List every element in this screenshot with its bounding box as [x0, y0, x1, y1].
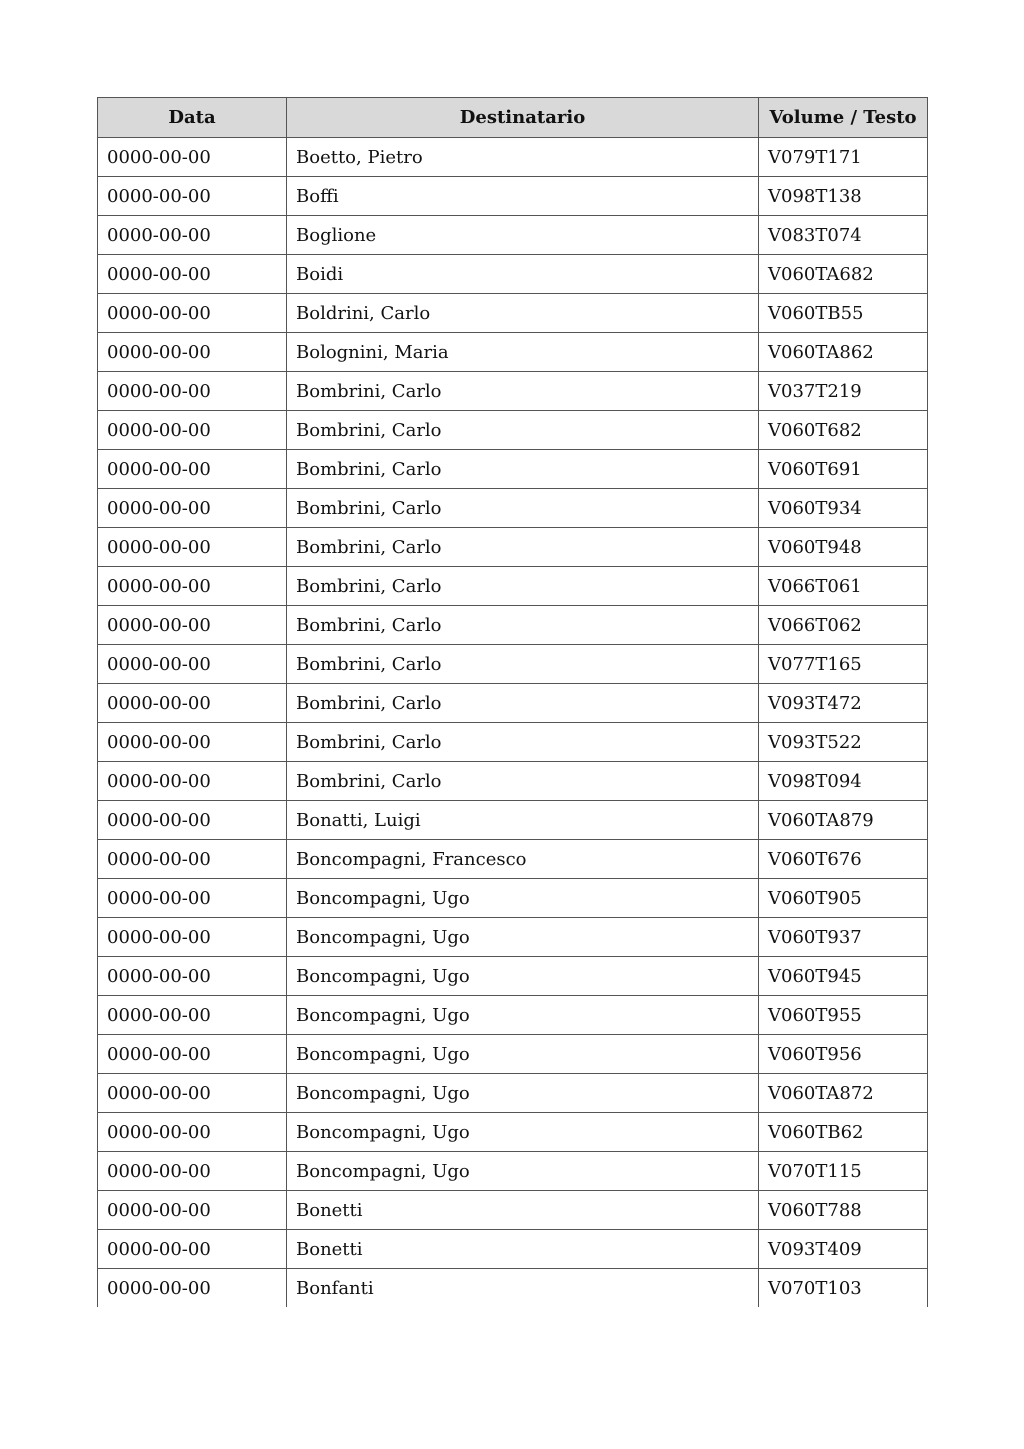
cell-volume-testo: V093T522 [759, 723, 928, 762]
table-row [98, 1230, 928, 1269]
cell-volume-testo: V060T691 [759, 450, 928, 489]
cell-data: 0000-00-00 [98, 450, 287, 489]
table-row [98, 801, 928, 840]
cell-data: 0000-00-00 [98, 528, 287, 567]
table-row [98, 918, 928, 957]
column-header-volume-testo: Volume / Testo [759, 98, 928, 138]
cell-volume-testo: V070T115 [759, 1152, 928, 1191]
cell-data: 0000-00-00 [98, 684, 287, 723]
cell-volume-testo: V060T945 [759, 957, 928, 996]
cell-data: 0000-00-00 [98, 1191, 287, 1230]
cell-destinatario: Boffi [287, 177, 759, 216]
cell-destinatario: Boncompagni, Ugo [287, 918, 759, 957]
cell-volume-testo: V093T409 [759, 1230, 928, 1269]
table-row [98, 489, 928, 528]
cell-destinatario: Bombrini, Carlo [287, 684, 759, 723]
table-row [98, 216, 928, 255]
table-row [98, 294, 928, 333]
cell-data: 0000-00-00 [98, 918, 287, 957]
cell-volume-testo: V060TA879 [759, 801, 928, 840]
table-row [98, 255, 928, 294]
cell-data: 0000-00-00 [98, 1074, 287, 1113]
cell-volume-testo: V060T948 [759, 528, 928, 567]
table-row [98, 1191, 928, 1230]
table-row [98, 1113, 928, 1152]
cell-data: 0000-00-00 [98, 606, 287, 645]
cell-data: 0000-00-00 [98, 879, 287, 918]
table-row [98, 762, 928, 801]
cell-destinatario: Bombrini, Carlo [287, 606, 759, 645]
table-body [98, 138, 928, 1308]
cell-volume-testo: V060TB62 [759, 1113, 928, 1152]
cell-data: 0000-00-00 [98, 255, 287, 294]
cell-data: 0000-00-00 [98, 216, 287, 255]
cell-data: 0000-00-00 [98, 1230, 287, 1269]
cell-destinatario: Bonfanti [287, 1269, 759, 1308]
table-row [98, 606, 928, 645]
cell-data: 0000-00-00 [98, 372, 287, 411]
cell-data: 0000-00-00 [98, 645, 287, 684]
cell-destinatario: Boncompagni, Ugo [287, 996, 759, 1035]
cell-data: 0000-00-00 [98, 957, 287, 996]
cell-volume-testo: V060T676 [759, 840, 928, 879]
cell-destinatario: Boglione [287, 216, 759, 255]
table-row [98, 333, 928, 372]
table-row [98, 528, 928, 567]
cell-volume-testo: V070T103 [759, 1269, 928, 1308]
cell-destinatario: Bombrini, Carlo [287, 528, 759, 567]
cell-data: 0000-00-00 [98, 489, 287, 528]
cell-destinatario: Boncompagni, Francesco [287, 840, 759, 879]
table-row [98, 567, 928, 606]
cell-destinatario: Bonetti [287, 1191, 759, 1230]
cell-volume-testo: V037T219 [759, 372, 928, 411]
cell-data: 0000-00-00 [98, 567, 287, 606]
cell-data: 0000-00-00 [98, 723, 287, 762]
cell-volume-testo: V060TA862 [759, 333, 928, 372]
cell-destinatario: Bombrini, Carlo [287, 723, 759, 762]
table-row [98, 996, 928, 1035]
cell-volume-testo: V060T955 [759, 996, 928, 1035]
cell-destinatario: Boncompagni, Ugo [287, 1152, 759, 1191]
cell-volume-testo: V060T788 [759, 1191, 928, 1230]
table-row [98, 138, 928, 177]
cell-data: 0000-00-00 [98, 1035, 287, 1074]
cell-destinatario: Bonetti [287, 1230, 759, 1269]
letters-table-container [97, 97, 927, 1307]
table-row [98, 372, 928, 411]
column-header-destinatario: Destinatario [287, 98, 759, 138]
cell-volume-testo: V098T094 [759, 762, 928, 801]
table-row [98, 1152, 928, 1191]
table-header-row [98, 98, 928, 138]
cell-volume-testo: V060TB55 [759, 294, 928, 333]
cell-destinatario: Bombrini, Carlo [287, 645, 759, 684]
table-row [98, 645, 928, 684]
cell-volume-testo: V066T061 [759, 567, 928, 606]
column-header-data: Data [98, 98, 287, 138]
cell-destinatario: Boncompagni, Ugo [287, 1035, 759, 1074]
cell-data: 0000-00-00 [98, 333, 287, 372]
cell-volume-testo: V093T472 [759, 684, 928, 723]
cell-volume-testo: V077T165 [759, 645, 928, 684]
table-row [98, 1074, 928, 1113]
cell-destinatario: Bombrini, Carlo [287, 450, 759, 489]
cell-volume-testo: V060T682 [759, 411, 928, 450]
table-row [98, 1035, 928, 1074]
cell-data: 0000-00-00 [98, 1113, 287, 1152]
cell-volume-testo: V066T062 [759, 606, 928, 645]
cell-volume-testo: V083T074 [759, 216, 928, 255]
cell-destinatario: Bonatti, Luigi [287, 801, 759, 840]
cell-destinatario: Bombrini, Carlo [287, 489, 759, 528]
cell-volume-testo: V060T934 [759, 489, 928, 528]
table-row [98, 840, 928, 879]
cell-destinatario: Boncompagni, Ugo [287, 957, 759, 996]
cell-data: 0000-00-00 [98, 996, 287, 1035]
table-row [98, 684, 928, 723]
cell-data: 0000-00-00 [98, 762, 287, 801]
cell-data: 0000-00-00 [98, 1269, 287, 1308]
cell-volume-testo: V060TA872 [759, 1074, 928, 1113]
table-row [98, 411, 928, 450]
letters-table [97, 97, 928, 1307]
table-row [98, 177, 928, 216]
cell-data: 0000-00-00 [98, 138, 287, 177]
cell-destinatario: Boidi [287, 255, 759, 294]
table-row [98, 879, 928, 918]
cell-data: 0000-00-00 [98, 840, 287, 879]
table-row [98, 1269, 928, 1308]
cell-data: 0000-00-00 [98, 177, 287, 216]
cell-volume-testo: V060T956 [759, 1035, 928, 1074]
cell-destinatario: Boldrini, Carlo [287, 294, 759, 333]
cell-destinatario: Boncompagni, Ugo [287, 879, 759, 918]
table-row [98, 450, 928, 489]
cell-volume-testo: V079T171 [759, 138, 928, 177]
cell-data: 0000-00-00 [98, 1152, 287, 1191]
cell-destinatario: Bombrini, Carlo [287, 762, 759, 801]
cell-data: 0000-00-00 [98, 294, 287, 333]
cell-data: 0000-00-00 [98, 801, 287, 840]
cell-destinatario: Bombrini, Carlo [287, 411, 759, 450]
cell-destinatario: Bolognini, Maria [287, 333, 759, 372]
cell-volume-testo: V060T905 [759, 879, 928, 918]
cell-volume-testo: V098T138 [759, 177, 928, 216]
cell-destinatario: Boncompagni, Ugo [287, 1074, 759, 1113]
cell-volume-testo: V060TA682 [759, 255, 928, 294]
cell-data: 0000-00-00 [98, 411, 287, 450]
cell-destinatario: Boetto, Pietro [287, 138, 759, 177]
cell-destinatario: Bombrini, Carlo [287, 372, 759, 411]
table-row [98, 723, 928, 762]
cell-destinatario: Boncompagni, Ugo [287, 1113, 759, 1152]
cell-volume-testo: V060T937 [759, 918, 928, 957]
table-row [98, 957, 928, 996]
cell-destinatario: Bombrini, Carlo [287, 567, 759, 606]
